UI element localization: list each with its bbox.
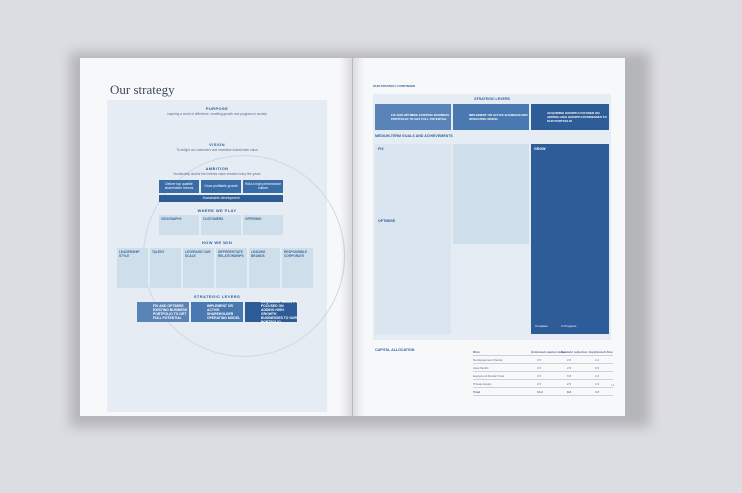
cell: 9.8 [567,374,572,378]
how-col-4: DIFFERENTIATE RELATIONSHIPS [216,248,247,288]
cell: Total [473,390,480,394]
where-col-geography: GEOGRAPHY [159,215,199,235]
strategic-levers-heading: STRATEGIC LEVERS [193,294,241,299]
where-we-play-heading: WHERE WE PLAY [197,208,237,213]
cell: 2.5 [537,358,542,362]
cell: 2.5 [567,382,572,386]
table-row [473,380,613,388]
table-header [473,348,613,356]
fix-heading: FIX [378,147,384,151]
cell: Private Equity [473,382,492,386]
lever-operating-model: IMPLEMENT OR ACTIVE SHAREHOLDER OPERATING MODEL [191,302,243,322]
legend-progress: In Progress [561,324,577,328]
ambition-box-3: Hold a high performance culture [243,180,283,193]
how-we-win-heading: HOW WE WIN [201,240,233,245]
how-col-6: RESPONSIBLE CORPORATE [282,248,313,288]
purpose-text: Inspiring a world of difference, enabling growth and progress in society [167,112,267,116]
running-head: OUR STRATEGY CONTINUED [373,84,416,88]
optimise-heading: OPTIMISE [378,219,396,223]
cell: 2.5 [567,358,572,362]
cell: Equipment Rental Total [473,374,504,378]
th-4: Equity/cash flow [589,350,613,354]
cell: Asia Pacific [473,366,489,370]
th-2: Estimated capital release [531,350,567,354]
lever-fix-optimise: FIX AND OPTIMISE EXISTING BUSINESS PORTFOLIO TO GET FULL POTENTIAL [137,302,189,322]
ambition-bar: Sustainable development [159,195,283,202]
cell: 0.5 [595,366,600,370]
table-row [473,356,613,364]
cell: 2.5 [567,366,572,370]
th-1: Rbm [473,350,480,354]
table-row [473,388,613,396]
cell: 1.0 [595,358,600,362]
capital-heading: CAPITAL ALLOCATION [375,348,415,352]
ambition-box-2: Grow profitable growth [201,180,241,193]
right-lever-1: FIX AND OPTIMISE EXISTING BUSINESS PORTFOLIO TO GET FULL POTENTIAL [375,104,451,130]
page-title: Our strategy [110,82,175,97]
how-col-2: TALENT [150,248,181,288]
right-page [352,58,625,416]
right-lever-2: IMPLEMENT OR ACTIVE SHAREHOLDER OPERATING MODEL [453,104,529,130]
table-row [473,372,613,380]
legend-complete: Complete [535,324,548,328]
middle-column [453,144,529,244]
cell: 2.5 [537,366,542,370]
left-page [80,58,353,416]
cell: 4.7 [595,390,600,394]
where-col-customers: CUSTOMERS [201,215,241,235]
th-3: Net debt reduction [561,350,588,354]
cell: 8.6 [567,390,572,394]
table-row [473,364,613,372]
how-col-1: LEADERSHIP STYLE [117,248,148,288]
vision-heading: VISION [209,142,225,147]
ambition-text: Sustainably double the intrinsic value created every five years [173,172,261,176]
ambition-box-1: Deliver top quartile shareholder returns [159,180,199,193]
cell: 10.2 [537,390,543,394]
how-col-5: LEADING BRANDS [249,248,280,288]
book-gutter [340,58,364,416]
cell: 2.5 [537,374,542,378]
right-lever-3: ACQUIRING GROWTH FOCUSED ON ADDING HIGH GROWTH BUSINESSES TO OUR PORTFOLIO [531,104,609,130]
levers-heading: STRATEGIC LEVERS [474,97,510,101]
how-col-3: LEVERAGE OUR SCALE [183,248,214,288]
cell: Net Equipment Rental [473,358,503,362]
lever-acquiring-growth: ACQUIRING GROWTH FOCUSED ON ADDING HIGH GROWTH BUSINESSES TO OUR PORTFOLIO [245,302,297,322]
grow-heading: GROW [534,147,546,151]
vision-text: To delight our customers and maximise shareholder value [176,148,258,152]
page-number: 12 [611,383,615,387]
grow-column [531,144,609,334]
purpose-heading: PURPOSE [205,106,229,111]
ambition-heading: AMBITION [205,166,229,171]
cell: 1.0 [595,374,600,378]
where-col-offering: OFFERING [243,215,283,235]
cell: 2.5 [537,382,542,386]
fix-column [375,144,451,334]
cell: 1.0 [595,382,600,386]
goals-heading: MEDIUM-TERM GOALS AND ACHIEVEMENTS [375,134,453,138]
strategy-panel [107,100,327,412]
